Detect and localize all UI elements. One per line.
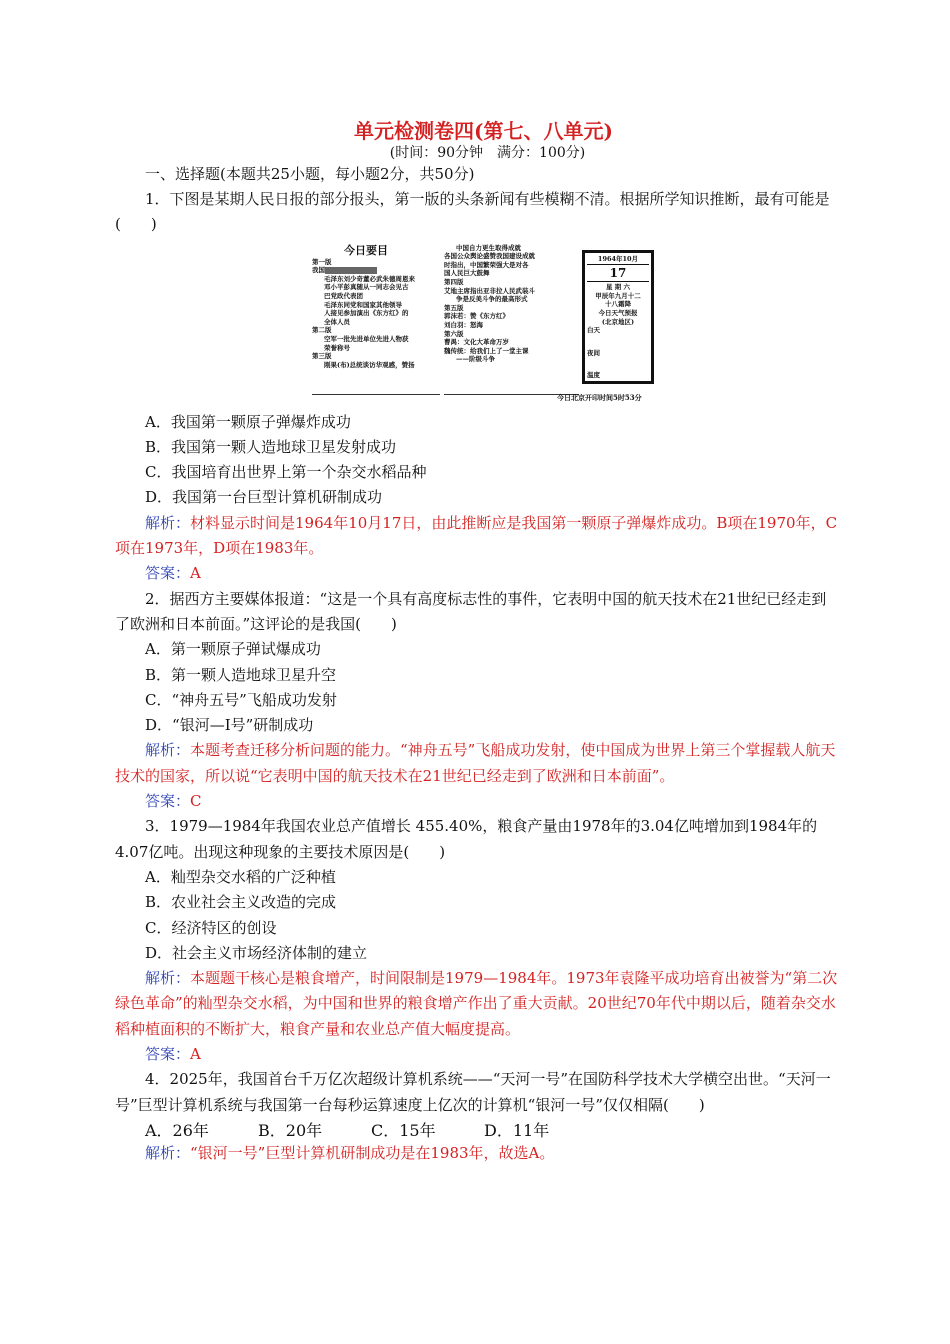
page-title: 单元检测卷四(第七、八单元) [354, 119, 613, 143]
weather-temp-label: 温度 [587, 371, 600, 380]
q3-option-d: D．社会主义市场经济体制的建立 [145, 943, 368, 962]
newspaper-figure [312, 244, 667, 404]
question-2-stem: 2．据西方主要媒体报道：“这是一个具有高度标志性的事件，它表明中国的航天技术在21世纪已经走到了欧洲和日本前面。”这评论的是我国( ) [115, 589, 827, 633]
newspaper-line: 刘白羽：怒海 [444, 320, 483, 329]
answer-label: 答案： [145, 1045, 191, 1064]
newspaper-heading: 今日要目 [344, 243, 388, 257]
newspaper-line: 第三版 [312, 352, 332, 361]
newspaper-line-text: 我国 [312, 266, 325, 275]
q2-option-d: D．“银河—Ⅰ号”研制成功 [145, 716, 314, 735]
newspaper-line: 全体人员 [324, 317, 350, 326]
newspaper-line: 人接见参加演出《东方红》的 [324, 309, 409, 318]
newspaper-line: 国人民巨大鼓舞 [444, 269, 490, 278]
newspaper-line: 各国公众舆论盛赞我国建设成就 [444, 252, 535, 261]
answer-value: A [190, 1045, 201, 1064]
q2-option-c: C．“神舟五号”飞船成功发射 [145, 690, 337, 709]
q4-options [115, 1118, 840, 1141]
date-divider [587, 264, 649, 265]
newspaper-line: 毛泽东刘少奇董必武朱德周恩来 [324, 274, 415, 283]
newspaper-line: 巴党政代表团 [324, 291, 363, 300]
section-heading: 一、选择题(本题共25小题，每小题2分，共50分) [145, 165, 475, 183]
answer-label: 答案： [145, 564, 191, 583]
weather-region: (北京地区) [601, 317, 635, 326]
q2-answer [115, 789, 840, 814]
question-3-stem: 3．1979—1984年我国农业总产值增长 455.40%，粮食产量由1978年的3.04亿吨增加到1984年的4.07亿吨。出现这种现象的主要技术原因是( ) [115, 817, 818, 861]
q4-option-b: B．20年 [258, 1120, 323, 1140]
q4-analysis [115, 1141, 840, 1166]
newspaper-line: 毛泽东同党和国家其他领导 [324, 300, 402, 309]
q1-option-a: A．我国第一颗原子弹爆炸成功 [145, 412, 351, 431]
q2-option-b: B．第一颗人造地球卫星升空 [145, 665, 337, 684]
newspaper-line: 魏传统：给我们上了一堂主课 [444, 346, 529, 355]
newspaper-middle-column [444, 244, 579, 395]
analysis-text: “银河一号”巨型计算机研制成功是在1983年，故选A。 [190, 1143, 555, 1162]
newspaper-line: 艾地主席指出亚非拉人民武装斗 [444, 286, 535, 295]
newspaper-line: 空军一批先进单位先进人物获 [324, 334, 409, 343]
newspaper-print-time: 今日北京开印时间5时53分 [557, 392, 642, 402]
exam-page [115, 118, 840, 1166]
weather-day-label: 白天 [587, 326, 600, 335]
blurred-headline [325, 267, 377, 274]
q3-option-a: A．籼型杂交水稻的广泛种植 [145, 867, 336, 886]
newspaper-left-column [312, 244, 440, 395]
answer-value: C [190, 792, 202, 811]
page-subtitle: (时间：90分钟 满分：100分) [389, 145, 586, 161]
q3-option-c: C．经济特区的创设 [145, 918, 277, 937]
analysis-label: 解析： [145, 741, 191, 760]
q1-option-d: D．我国第一台巨型计算机研制成功 [145, 488, 383, 507]
newspaper-line: 第四版 [444, 277, 464, 286]
newspaper-line: 争是反美斗争的最高形式 [456, 295, 528, 304]
newspaper-line: 第五版 [444, 303, 464, 312]
q4-option-a: A．26年 [145, 1120, 209, 1140]
answer-label: 答案： [145, 792, 191, 811]
newspaper-line: ——阶级斗争 [456, 355, 495, 364]
q1-analysis [115, 511, 840, 562]
date-solar-term: 十八霜降 [605, 300, 631, 309]
date-day: 17 [609, 266, 627, 281]
q4-option-c: C．15年 [371, 1120, 436, 1140]
analysis-text: 材料显示时间是1964年10月17日，由此推断应是我国第一颗原子弹爆炸成功。B项在1970年，C项在1973年，D项在1983年。 [115, 513, 838, 558]
newspaper-line: 郭沫若：赞《东方红》 [444, 312, 509, 321]
newspaper-line: 中国自力更生取得成就 [456, 243, 521, 252]
newspaper-line: 第二版 [312, 326, 332, 335]
newspaper-line: 刚果(布)总统谈访华观感，赞扬 [324, 360, 415, 369]
q2-analysis [115, 738, 840, 789]
newspaper-line: 第一版 [312, 257, 332, 266]
analysis-label: 解析： [145, 969, 191, 988]
weather-title: 今日天气预报 [598, 308, 638, 317]
q3-analysis [115, 966, 840, 1042]
newspaper-line: 时指出，中国繁荣强大是对各 [444, 260, 529, 269]
q3-option-b: B．农业社会主义改造的完成 [145, 893, 337, 912]
q4-option-d: D．11年 [484, 1120, 550, 1140]
q1-option-c: C．我国培育出世界上第一个杂交水稻品种 [145, 463, 427, 482]
q1-option-b: B．我国第一颗人造地球卫星发射成功 [145, 437, 397, 456]
q1-answer [115, 561, 840, 586]
newspaper-line: 曹禺：文化大革命万岁 [444, 338, 509, 347]
answer-value: A [190, 564, 201, 583]
q2-option-a: A．第一颗原子弹试爆成功 [145, 640, 321, 659]
newspaper-line [312, 266, 440, 275]
date-lunar: 甲辰年九月十二 [595, 291, 641, 300]
analysis-label: 解析： [145, 513, 191, 532]
weather-night-label: 夜间 [587, 348, 600, 357]
newspaper-line: 第六版 [444, 329, 464, 338]
q3-answer [115, 1042, 840, 1067]
date-month: 1964年10月 [597, 254, 639, 263]
newspaper-line: 荣誉称号 [324, 343, 350, 352]
question-1-stem: 1．下图是某期人民日报的部分报头，第一版的头条新闻有些模糊不清。根据所学知识推断，最有可能是( ) [115, 190, 830, 234]
analysis-text: 本题题干核心是粮食增产，时间限制是1979—1984年。1973年袁隆平成功培育出被誉为“第二次绿色革命”的籼型杂交水稻，为中国和世界的粮食增产作出了重大贡献。20世纪70年代中期以后，随着杂交水稻种植面积的不断扩大，粮食产量和农业总产值大幅度提高。 [115, 969, 838, 1038]
newspaper-line: 邓小平彭真随从一同志会见古 [324, 283, 409, 292]
question-4-stem: 4．2025年，我国首台千万亿次超级计算机系统——“天河一号”在国防科学技术大学横空出世。“天河一号”巨型计算机系统与我国第一台每秒运算速度上亿次的计算机“银河一号”仅仅相隔( ) [115, 1070, 831, 1114]
date-weekday: 星 期 六 [605, 283, 631, 292]
newspaper-date-box [582, 250, 654, 384]
analysis-label: 解析： [145, 1143, 191, 1162]
analysis-text: 本题考查迁移分析问题的能力。“神舟五号”飞船成功发射，使中国成为世界上第三个掌握载人航天技术的国家，所以说“它表明中国的航天技术在21世纪已经走到了欧洲和日本前面”。 [115, 741, 836, 785]
